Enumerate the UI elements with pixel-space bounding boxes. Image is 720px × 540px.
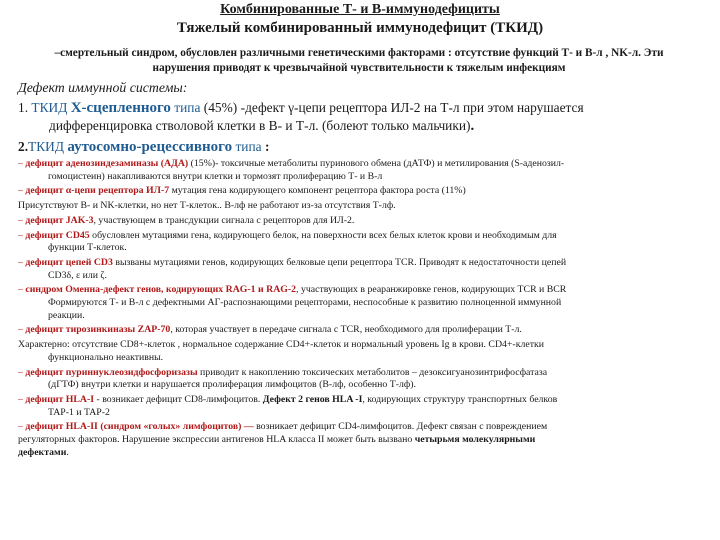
item-zap70-text: , которая участвует в передаче сигнала с TCR, необходимого для пролиферации Т-л. [170, 324, 522, 336]
type1-paragraph [18, 99, 702, 135]
list-item-jak3 [18, 215, 702, 228]
item-bnk-text: Присутствуют В- и NK-клетки, но нет Т-клеток.. В-лф не работают из-за отсутствия Т-лф. [18, 200, 396, 212]
type2-tipa: типа [235, 139, 262, 154]
defect-heading [18, 79, 702, 96]
item-omenn-text-1: , участвующих в реаранжировке генов, кодирующих TCR и BCR [296, 284, 567, 296]
item-hla1-text-2: TAP-1 и TAP-2 [48, 406, 110, 418]
deficiency-list [18, 158, 702, 459]
type2-name: ТКИД [28, 139, 64, 154]
item-hla1-text-a: - возникает дефицит CD8-лимфоцитов. [94, 393, 263, 405]
item-jak3-text: , участвующем в трансдукции сигнала с рецепторов для ИЛ-2. [93, 214, 355, 226]
item-omenn-name: синдром Оменна-дефект генов, кодирующих RAG-1 и RAG-2 [25, 284, 297, 296]
list-item-il7 [18, 185, 702, 198]
list-item-hla2 [18, 421, 702, 459]
slide-subtitle: Тяжелый комбинированный иммунодефицит (ТКИД) [176, 20, 544, 36]
type2-colon: : [264, 139, 270, 154]
item-cd45-text-2: функции Т-клеток. [48, 242, 127, 254]
item-ada-text-2: гомоцистеин) накапливаются внутри клетки и тормозят пролиферацию Т- и В-л [48, 170, 383, 182]
item-dash: – [18, 366, 26, 378]
item-il7-name: дефицит α-цепи рецептора ИЛ-7 [25, 185, 170, 197]
item-ada-text-1: токсичные метаболиты пуринового обмена (дАТФ) и метилирования (S-аденозил- [218, 158, 565, 169]
type1-percent: (45%) [203, 100, 238, 115]
list-item-cd45 [18, 230, 702, 255]
item-hla2-text-a: возникает дефицит CD4-лимфоцитов. Дефект связан с повреждением [253, 421, 548, 433]
list-item-cd8 [18, 339, 702, 364]
item-hla1-text-c: , кодирующих структуру транспортных белков [362, 393, 558, 405]
item-hla1-bold: Дефект 2 генов HLA -I [262, 393, 363, 405]
item-dash: – [18, 185, 26, 197]
item-omenn-text-3: реакции. [48, 309, 85, 321]
item-zap70-name: дефицит тирозинкиназы ZAP-70 [25, 324, 171, 336]
type1-number: 1. [18, 100, 29, 115]
list-item-cd3 [18, 257, 702, 282]
list-item-ada [18, 158, 702, 183]
item-dash: – [18, 158, 26, 169]
item-ada-name: дефицит аденозиндезаминазы (АДА) [25, 158, 189, 169]
list-item-bnk [18, 200, 702, 213]
item-dash: – [18, 256, 26, 268]
type2-number: 2. [18, 139, 29, 154]
item-cd3-text-2: CD3δ, ε или ζ. [48, 269, 107, 281]
item-pnp-text-2: (дГТФ) внутри клетки и нарушается пролиферация лимфоцитов (В-лф, особенно Т-лф). [48, 379, 416, 391]
type1-dot: . [470, 118, 475, 134]
item-cd8-text-2: функционально неактивны. [48, 351, 164, 363]
item-hla2-name: дефицит HLA-II (синдром «голых» лимфоцитов) — [25, 421, 254, 433]
item-hla2-bold-3: дефектами [18, 446, 67, 458]
intro-paragraph: –смертельный синдром, обусловлен различными генетическими факторами : отсутствие функций Т- и В-л , NK-л. Эти нарушения приводят к чрезвычайной чувствительности к тяжелым инфекциям [54, 47, 664, 74]
item-pnp-name: дефицит пуриннуклеозидфосфоризазы [25, 366, 198, 378]
list-item-zap70 [18, 324, 702, 337]
type1-name: ТКИД [31, 100, 68, 115]
item-dash: – [18, 229, 26, 241]
defect-heading-label: Дефект иммунной системы [18, 80, 183, 95]
list-item-hla1 [18, 394, 702, 419]
type1-text-2: дифференцировка стволовой клетки в В- и Т-л. (болеют только мальчики) [49, 118, 471, 133]
item-omenn-text-2: Формируются Т- и В-л с дефектными АГ-распознающими рецепторами, неспособные к развитию полноценной иммунной [48, 297, 562, 309]
item-cd3-text-1: вызваны мутациями генов, кодирующих белковые цепи рецептора TCR. Приводят к недостаточности цепей [112, 256, 567, 268]
type1-x-linked: Х-сцепленного [70, 100, 171, 116]
item-dash: – [18, 324, 26, 336]
item-dash: – [18, 393, 26, 405]
item-dash: – [18, 421, 26, 433]
item-jak3-name: дефицит JAK-3 [25, 214, 94, 226]
item-il7-text: мутация гена кодирующего компонент рецептора фактора роста (11%) [169, 185, 466, 197]
list-item-pnp [18, 367, 702, 392]
list-item-omenn [18, 284, 702, 322]
item-cd3-name: дефицит цепей CD3 [25, 256, 113, 268]
item-cd45-text-1: обусловлен мутациями гена, кодирующего белок, на поверхности всех белых клеток крови и необходимым для [89, 229, 557, 241]
item-hla2-dot: . [66, 446, 69, 458]
item-hla2-text-2: регуляторных факторов. Нарушение экспрессии антигенов HLA класса II может быть вызвано [18, 434, 415, 446]
slide-title: Комбинированные Т- и В-иммунодефициты [220, 2, 500, 17]
type2-autosomal: аутосомно-рецессивного [67, 139, 233, 155]
item-cd45-name: дефицит CD45 [25, 229, 90, 241]
type1-text-1: -дефект γ-цепи рецептора ИЛ-2 на Т-л при этом нарушается [240, 100, 584, 115]
item-dash: – [18, 284, 26, 296]
type1-tipa: типа [174, 100, 201, 115]
type2-paragraph [18, 138, 702, 156]
defect-heading-colon: : [182, 80, 188, 95]
item-hla1-name: дефицит HLA-I [25, 393, 95, 405]
item-pnp-text-1: приводит к накоплению токсических метаболитов – дезоксигуанозинтрифосфатаза [197, 366, 548, 378]
item-dash: – [18, 214, 26, 226]
item-hla2-bold-2: четырьмя молекулярными [414, 434, 536, 446]
item-ada-pct: (15%)- [190, 158, 219, 169]
item-cd8-text-1: Характерно: отсутствие CD8+-клеток , нормальное содержание CD4+-клеток и нормальный уровень Ig в крови. CD4+-клетки [18, 339, 544, 351]
